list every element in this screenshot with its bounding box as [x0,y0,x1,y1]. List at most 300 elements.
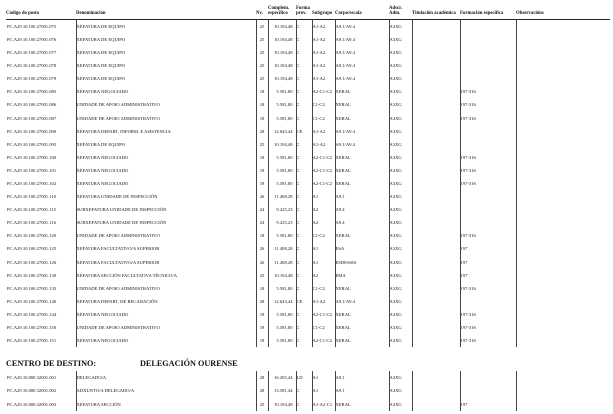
table-header-row [6,6,610,19]
cell-denominacion: XEFATURA NEGOCIADO [76,164,256,177]
cell-forma: C [296,98,312,111]
cell-complemento: 9.225,23 [268,216,296,229]
table-row [6,151,610,164]
cell-codigo: PC.A29.10.100.27001.086 [7,102,57,108]
cell-adscricion: A3XG [389,256,412,269]
cell-observacions [516,72,610,85]
cell-adscricion: A3XG [389,19,412,33]
cell-corpo: XERAL [335,151,389,164]
header-titulacion: Titulación académica [412,11,456,17]
cell-titulacion [412,334,460,347]
cell-denominacion: ADXUNTO/A DELEGADO/A [76,384,256,397]
cell-formacion [460,72,516,85]
section-label: CENTRO DE DESTINO: [6,359,97,368]
cell-adscricion: A3XG [389,334,412,347]
header-forma: Forma prov. [296,6,310,17]
cell-complemento: 5.581,80 [268,282,296,295]
cell-corpo: XERAL [335,334,389,347]
cell-corpo: A9.4 [335,203,389,216]
table-row [6,98,610,111]
cell-corpo: ESDESSIS [335,256,389,269]
cell-nivel: 18 [256,177,268,190]
section-heading [6,359,610,371]
cell-denominacion: XEFATURA NEGOCIADO [76,177,256,190]
cell-formacion: 197 [460,398,516,411]
cell-complemento: 5.581,80 [268,98,296,111]
cell-complemento: 10.194,48 [268,138,296,151]
cell-complemento: 5.581,80 [268,85,296,98]
cell-complemento: 10.194,48 [268,72,296,85]
cell-adscricion: A3XG [389,33,412,46]
cell-denominacion: XEFATURA DE EQUIPO [76,33,256,46]
cell-observacions [516,151,610,164]
cell-titulacion [412,111,460,124]
cell-subgrupo: A1-A2 [312,46,335,59]
cell-corpo: XERAL [335,98,389,111]
cell-codigo: PC.A29.10.100.27001.144 [7,311,57,317]
cell-adscricion: A3XG [389,85,412,98]
cell-nivel: 25 [256,46,268,59]
cell-codigo: PC.A29.10.100.27001.150 [7,325,57,331]
cell-titulacion [412,164,460,177]
cell-codigo: PC.A29.10.100.27001.115 [7,207,56,213]
cell-nivel: 18 [256,334,268,347]
cell-codigo: PC.A29.10.100.27001.075 [7,23,57,29]
cell-titulacion [412,151,460,164]
table-row [6,85,610,98]
header-corpo: Corpo/escala [335,11,362,17]
table-row [6,59,610,72]
cell-complemento: 16.205,44 [268,371,296,384]
cell-complemento: 5.581,80 [268,308,296,321]
cell-corpo: A9.1 [335,384,389,397]
cell-forma: C [296,269,312,282]
header-codigo: Código do posto [6,11,40,17]
cell-codigo: PC.A29.10.100.27001.079 [7,76,57,82]
cell-adscricion: A3XG [389,98,412,111]
cell-adscricion: A3XG [389,151,412,164]
cell-observacions [516,164,610,177]
table-row [6,72,610,85]
cell-formacion: 197-316 [460,164,516,177]
cell-codigo: PC.A29.10.000.32001.002 [7,388,57,394]
cell-formacion [460,216,516,229]
cell-formacion [460,125,516,138]
cell-complemento: 10.194,48 [268,269,296,282]
cell-formacion [460,295,516,308]
table-row [6,321,610,334]
cell-denominacion: SUBXEFATURA UNIDADE DE INSPECCIÓN [76,216,256,229]
cell-titulacion [412,308,460,321]
cell-subgrupo: A1-A2 [312,59,335,72]
table-row [6,216,610,229]
cell-adscricion: A3XG [389,111,412,124]
cell-nivel: 24 [256,203,268,216]
table-row [6,269,610,282]
cell-formacion: 197-316 [460,151,516,164]
cell-complemento: 5.581,80 [268,321,296,334]
cell-forma: C [296,203,312,216]
cell-titulacion [412,190,460,203]
cell-adscricion: A3XG [389,177,412,190]
cell-subgrupo: A2 [312,269,335,282]
cell-denominacion: XEFATURA DE EQUIPO [76,59,256,72]
cell-nivel: 28 [256,371,268,384]
cell-titulacion [412,269,460,282]
table-row [6,138,610,151]
cell-titulacion [412,177,460,190]
cell-observacions [516,33,610,46]
cell-forma: C [296,33,312,46]
cell-complemento: 13.581,44 [268,384,296,397]
cell-forma: LD [296,371,312,384]
cell-forma: C [296,59,312,72]
cell-adscricion: A3XG [389,321,412,334]
cell-forma: C [296,138,312,151]
cell-subgrupo: A2-C1-C2 [312,164,335,177]
cell-forma: C [296,19,312,33]
header-subgrupo: Subgrupo [312,11,333,17]
cell-observacions [516,19,610,33]
cell-corpo: A9.1/A9.4 [335,125,389,138]
cell-nivel: 26 [256,256,268,269]
cell-denominacion: UNIDADE DE APOIO ADMINISTRATIVO [76,111,256,124]
cell-complemento: 11.408,28 [268,242,296,255]
cell-corpo: A9.1 [335,371,389,384]
cell-forma: C [296,85,312,98]
cell-subgrupo: A1 [312,190,335,203]
cell-codigo: PC.A29.10.100.27001.090 [7,128,57,134]
cell-corpo: XERAL [335,321,389,334]
cell-corpo: A9.1/A9.4 [335,138,389,151]
cell-subgrupo: A1 [312,256,335,269]
cell-denominacion: XEFATURA FACULTATIVO/A SUPERIOR [76,242,256,255]
cell-corpo: XERAL [335,398,389,411]
cell-forma: C [296,151,312,164]
cell-formacion: 197 [460,269,516,282]
cell-codigo: PC.A29.10.000.32001.001 [7,375,57,381]
cell-forma: C [296,216,312,229]
cell-corpo: XERAL [335,164,389,177]
cell-denominacion: XEFATURA FACULTATIVO/A SUPERIOR [76,256,256,269]
header-observacions: Observacións [516,11,544,17]
table-row [6,125,610,138]
cell-subgrupo: C1-C2 [312,111,335,124]
cell-titulacion [412,371,460,384]
header-adscricion: Adscr. Adm. [389,6,403,17]
cell-observacions [516,190,610,203]
cell-codigo: PC.A29.10.100.27001.100 [7,154,57,160]
cell-denominacion: XEFATURA DE EQUIPO [76,138,256,151]
cell-denominacion: XEFATURA UNIDADE DE INSPECCIÓN [76,190,256,203]
cell-subgrupo: A1-A2-C1 [312,398,335,411]
cell-denominacion: UNIDADE DE APOIO ADMINISTRATIVO [76,229,256,242]
cell-complemento: 5.581,80 [268,151,296,164]
cell-adscricion: A3XG [389,282,412,295]
cell-observacions [516,256,610,269]
cell-subgrupo: A1-A2 [312,19,335,33]
cell-adscricion: A3XG [389,59,412,72]
cell-forma: C [296,321,312,334]
cell-corpo: XERAL [335,111,389,124]
cell-codigo: PC.A29.10.100.27001.116 [7,220,56,226]
cell-complemento: 10.194,48 [268,19,296,33]
cell-formacion [460,59,516,72]
cell-formacion [460,384,516,397]
cell-titulacion [412,203,460,216]
cell-adscricion: A3XG [389,398,412,411]
section-value: DELEGACIÓN OURENSE [140,359,238,368]
header-complemento: Complem. específico [268,6,290,17]
cell-corpo: A9.4 [335,216,389,229]
cell-titulacion [412,295,460,308]
table-row [6,242,610,255]
cell-nivel: 25 [256,19,268,33]
table-row [6,295,610,308]
cell-adscricion: A3XG [389,190,412,203]
cell-adscricion: A3XG [389,203,412,216]
cell-denominacion: XEFATURA DE EQUIPO [76,72,256,85]
cell-forma: C [296,72,312,85]
cell-complemento: 10.194,48 [268,46,296,59]
cell-titulacion [412,242,460,255]
cell-complemento: 5.581,80 [268,177,296,190]
cell-observacions [516,282,610,295]
cell-corpo: A9.1/A9.4 [335,72,389,85]
header-nivel: Nv. [256,11,263,17]
cell-subgrupo: A1 [312,242,335,255]
cell-observacions [516,85,610,98]
cell-subgrupo: A2 [312,203,335,216]
cell-titulacion [412,98,460,111]
cell-codigo: PC.A29.10.100.27001.135 [7,285,57,291]
cell-nivel: 18 [256,98,268,111]
cell-subgrupo: A1-A2 [312,125,335,138]
table-row [6,384,610,397]
cell-corpo: XERAL [335,282,389,295]
cell-denominacion: DELEGADO/A [76,371,256,384]
cell-nivel: 25 [256,398,268,411]
cell-titulacion [412,46,460,59]
cell-complemento: 5.581,80 [268,164,296,177]
cell-formacion [460,203,516,216]
cell-nivel: 18 [256,321,268,334]
cell-denominacion: XEFATURA NEGOCIADO [76,85,256,98]
table-row [6,203,610,216]
cell-subgrupo: A1 [312,384,335,397]
cell-titulacion [412,125,460,138]
table-row [6,371,610,384]
posts-table-body [6,19,610,347]
cell-nivel: 18 [256,85,268,98]
table-row [6,190,610,203]
cell-codigo: PC.A29.10.100.27001.110 [7,194,56,200]
table-row [6,308,610,321]
cell-observacions [516,295,610,308]
cell-formacion: 197-316 [460,98,516,111]
cell-observacions [516,229,610,242]
cell-corpo: A9.1/A9.4 [335,295,389,308]
cell-nivel: 28 [256,384,268,397]
cell-nivel: 25 [256,269,268,282]
cell-codigo: PC.A29.10.100.27001.125 [7,246,57,252]
cell-adscricion: A3XG [389,308,412,321]
cell-subgrupo: A1-A2 [312,33,335,46]
cell-corpo: EMA [335,269,389,282]
cell-corpo: A9.1/A9.4 [335,33,389,46]
cell-adscricion: A3XG [389,371,412,384]
cell-formacion: 197-316 [460,334,516,347]
cell-corpo: A9.1 [335,190,389,203]
table-row [6,398,610,411]
cell-codigo: PC.A29.10.100.27001.151 [7,338,57,344]
cell-corpo: A9.1/A9.4 [335,59,389,72]
cell-forma: C [296,46,312,59]
cell-denominacion: XEFATURA NEGOCIADO [76,151,256,164]
cell-codigo: PC.A29.10.100.27001.126 [7,259,57,265]
table-row [6,229,610,242]
cell-denominacion: XEFATURA SECCIÓN [76,398,256,411]
cell-nivel: 18 [256,111,268,124]
cell-nivel: 18 [256,164,268,177]
cell-subgrupo: C1-C2 [312,229,335,242]
cell-denominacion: UNIDADE DE APOIO ADMINISTRATIVO [76,98,256,111]
table-row [6,33,610,46]
cell-forma: C [296,334,312,347]
cell-codigo: PC.A29.10.100.27001.140 [7,298,57,304]
cell-codigo: PC.A29.10.100.27001.078 [7,63,57,69]
cell-forma: C [296,256,312,269]
cell-observacions [516,46,610,59]
cell-subgrupo: A1-A2 [312,72,335,85]
cell-observacions [516,398,610,411]
cell-corpo: A9.1/A9.4 [335,19,389,33]
cell-formacion: 197-316 [460,229,516,242]
cell-codigo: PC.A29.10.000.32001.003 [7,401,57,407]
cell-codigo: PC.A29.10.100.27001.087 [7,115,57,121]
table-row [6,334,610,347]
cell-adscricion: A3XG [389,46,412,59]
cell-subgrupo: A2-C1-C2 [312,177,335,190]
cell-subgrupo: C1-C2 [312,282,335,295]
cell-codigo: PC.A29.10.100.27001.095 [7,141,57,147]
cell-forma: CE [296,125,312,138]
cell-denominacion: XEFATURA DEPART. DE RECADACIÓN [76,295,256,308]
cell-nivel: 28 [256,125,268,138]
cell-formacion: 197-316 [460,111,516,124]
lower-posts-table-body [6,371,610,411]
cell-formacion: 197-316 [460,321,516,334]
cell-observacions [516,177,610,190]
cell-observacions [516,308,610,321]
cell-denominacion: XEFATURA NEGOCIADO [76,308,256,321]
cell-adscricion: A3XG [389,384,412,397]
cell-adscricion: A3XG [389,242,412,255]
cell-titulacion [412,19,460,33]
cell-forma: C [296,308,312,321]
cell-denominacion: XEFATURA DE EQUIPO [76,19,256,33]
cell-nivel: 18 [256,151,268,164]
cell-nivel: 18 [256,308,268,321]
cell-complemento: 9.225,23 [268,203,296,216]
cell-observacions [516,203,610,216]
cell-nivel: 18 [256,282,268,295]
cell-nivel: 28 [256,295,268,308]
lower-posts-table [6,371,610,411]
cell-subgrupo: C1-C2 [312,98,335,111]
cell-adscricion: A3XG [389,164,412,177]
cell-codigo: PC.A29.10.100.27001.077 [7,50,57,56]
cell-titulacion [412,321,460,334]
cell-nivel: 26 [256,190,268,203]
cell-subgrupo: A1 [312,371,335,384]
cell-forma: C [296,229,312,242]
cell-denominacion: UNIDADE DE APOIO ADMINISTRATIVO [76,321,256,334]
cell-observacions [516,125,610,138]
cell-nivel: 26 [256,242,268,255]
cell-complemento: 12.643,44 [268,125,296,138]
cell-formacion: 197-316 [460,282,516,295]
cell-corpo: A9.1/A9.4 [335,46,389,59]
cell-titulacion [412,384,460,397]
cell-complemento: 10.194,48 [268,33,296,46]
cell-observacions [516,334,610,347]
cell-observacions [516,138,610,151]
table-row [6,19,610,33]
cell-nivel: 24 [256,216,268,229]
cell-formacion: 197-316 [460,177,516,190]
cell-observacions [516,59,610,72]
cell-codigo: PC.A29.10.100.27001.101 [7,167,57,173]
cell-corpo: XERAL [335,229,389,242]
table-row [6,111,610,124]
table-row [6,256,610,269]
cell-observacions [516,242,610,255]
cell-forma: C [296,111,312,124]
cell-formacion [460,19,516,33]
cell-formacion [460,46,516,59]
cell-titulacion [412,33,460,46]
cell-denominacion: SUBXEFATURA UNIDADE DE INSPECCIÓN [76,203,256,216]
cell-titulacion [412,229,460,242]
cell-complemento: 11.408,28 [268,256,296,269]
cell-complemento: 10.194,48 [268,398,296,411]
table-row [6,282,610,295]
table-row [6,46,610,59]
cell-formacion: 197 [460,242,516,255]
cell-forma: C [296,398,312,411]
cell-forma: C [296,242,312,255]
cell-titulacion [412,59,460,72]
header-formacion: Formación específica [460,11,504,17]
cell-subgrupo: A1-A2 [312,295,335,308]
cell-adscricion: A3XG [389,229,412,242]
cell-denominacion: UNIDADE DE APOIO ADMINISTRATIVO [76,282,256,295]
cell-formacion: 197-316 [460,85,516,98]
cell-complemento: 10.194,48 [268,59,296,72]
posts-table [6,6,610,347]
cell-forma: C [296,384,312,397]
cell-titulacion [412,85,460,98]
header-denominacion: Denominación [76,11,106,17]
cell-observacions [516,98,610,111]
cell-forma: CE [296,295,312,308]
cell-codigo: PC.A29.10.100.27001.130 [7,272,57,278]
cell-observacions [516,371,610,384]
cell-nivel: 18 [256,229,268,242]
cell-titulacion [412,398,460,411]
cell-formacion [460,190,516,203]
